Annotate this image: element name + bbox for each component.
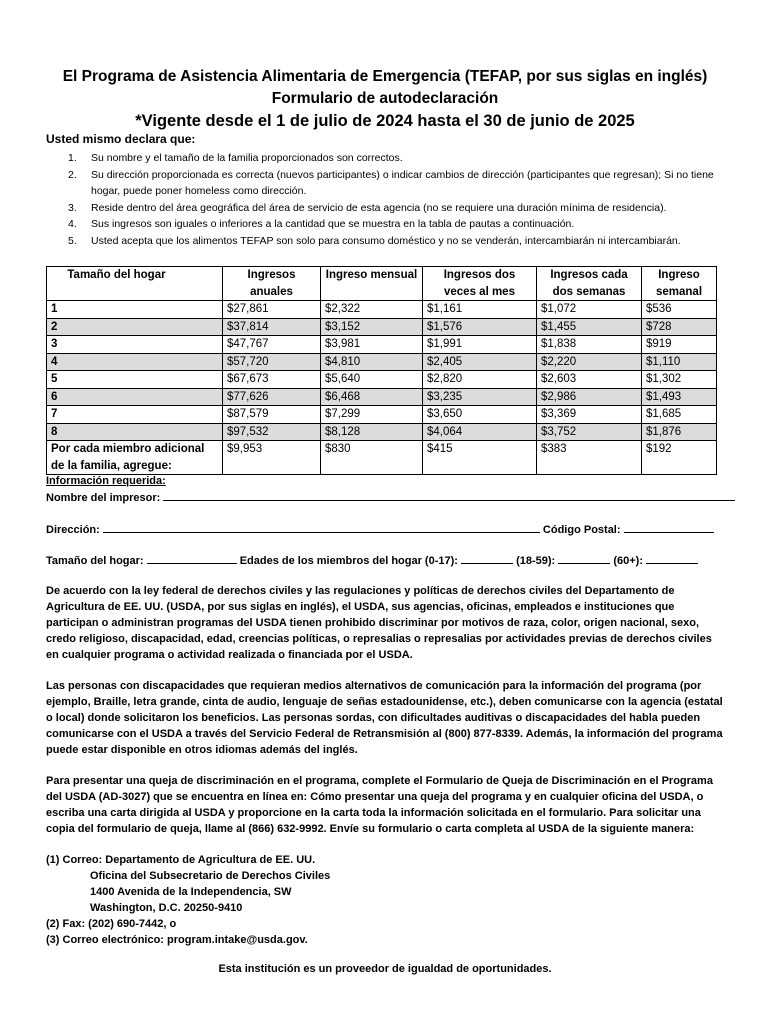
income-cell: $57,720 <box>223 353 321 371</box>
zip-line[interactable] <box>624 521 714 533</box>
income-cell: $3,235 <box>423 388 537 406</box>
table-row <box>47 318 717 336</box>
contact-email[interactable]: (3) Correo electrónico: program.intake@usda.gov. <box>46 934 308 946</box>
table-row <box>47 371 717 389</box>
title-program: El Programa de Asistencia Alimentaria de Emergencia (TEFAP, por sus siglas en inglés) <box>62 68 708 85</box>
contact-office: Oficina del Subsecretario de Derechos Civiles <box>90 870 331 882</box>
household-size-label: Tamaño del hogar: <box>46 555 144 567</box>
income-cell: $8,128 <box>321 423 423 441</box>
column-header: Ingreso semanal <box>642 267 717 301</box>
column-header: Ingresos cada dos semanas <box>537 267 642 301</box>
income-cell: $1,455 <box>537 318 642 336</box>
column-header: Tamaño del hogar <box>47 267 223 301</box>
household-size-cell: 5 <box>47 371 223 389</box>
contact-fax: (2) Fax: (202) 690-7442, o <box>46 918 177 930</box>
ages-60-label: (60+): <box>613 555 643 567</box>
income-cell: $1,838 <box>537 336 642 354</box>
column-header: Ingresos anuales <box>223 267 321 301</box>
zip-label: Código Postal: <box>542 524 621 536</box>
table-row <box>47 406 717 424</box>
contact-street: 1400 Avenida de la Independencia, SW <box>90 886 292 898</box>
declaration-item: 3. Reside dentro del área geográfica del área de servicio de esta agencia (no se requiere una duración mínima de residencia). <box>68 201 667 214</box>
civil-rights-paragraph: De acuerdo con la ley federal de derechos civiles y las regulaciones y políticas de derechos civiles del Departamento de Agricultura de EE. UU. (USDA, por sus siglas en inglés), el USDA, sus agencias, oficinas, empleados e instituciones que participan o administran programas del USDA tienen prohibido discriminar por motivos de raza, color, origen nacional, sexo, credo religioso, discapacidad, edad, creencias políticas, o represalias o represalias por actividades previas de derechos civiles en cualquier programa o actividad realizada o financiada por el USDA. <box>46 585 712 661</box>
title-validity: *Vigente desde el 1 de julio de 2024 hasta el 30 de junio de 2025 <box>135 112 635 130</box>
declaration-item: 2. Su dirección proporcionada es correcta (nuevos participantes) o indicar cambios de dirección (participantes que regresan); Si no tiene hogar, puede poner homeless como dirección. <box>68 168 714 197</box>
contact-block <box>46 852 330 948</box>
address-label: Dirección: <box>46 524 100 536</box>
table-row <box>47 423 717 441</box>
household-size-cell: 6 <box>47 388 223 406</box>
household-size-line[interactable] <box>147 552 237 564</box>
income-cell: $87,579 <box>223 406 321 424</box>
footer-statement: Esta institución es un proveedor de igualdad de oportunidades. <box>218 963 552 975</box>
income-cell: $77,626 <box>223 388 321 406</box>
income-cell: $192 <box>642 441 717 475</box>
declaration-heading: Usted mismo declara que: <box>46 132 196 146</box>
income-cell: $2,220 <box>537 353 642 371</box>
income-cell: $7,299 <box>321 406 423 424</box>
household-size-cell: 3 <box>47 336 223 354</box>
income-cell: $37,814 <box>223 318 321 336</box>
income-cell: $1,493 <box>642 388 717 406</box>
printer-name-line[interactable] <box>163 489 735 501</box>
household-size-cell: 4 <box>47 353 223 371</box>
ages-label: Edades de los miembros del hogar (0-17): <box>239 555 458 567</box>
income-cell: $3,152 <box>321 318 423 336</box>
household-size-cell: 1 <box>47 301 223 319</box>
address-field <box>46 521 714 536</box>
household-size-cell: 2 <box>47 318 223 336</box>
table-row <box>47 441 717 475</box>
income-cell: $728 <box>642 318 717 336</box>
complaint-paragraph: Para presentar una queja de discriminación en el programa, complete el Formulario de Queja de Discriminación en el Programa del USDA (AD-3027) que se encuentra en línea en: Cómo presentar una queja del programa y en cualquier oficina del USDA, o escriba una carta dirigida al USDA y proporcione en la carta toda la información solicitada en el formulario. Para solicitar una copia del formulario de queja, llame al (866) 632-9992. Envíe su formulario o carta completa al USDA de la siguiente manera: <box>46 775 713 835</box>
declaration-item: 4. Sus ingresos son iguales o inferiores a la cantidad que se muestra en la tabla de pautas a continuación. <box>68 218 575 230</box>
income-cell: $67,673 <box>223 371 321 389</box>
income-cell: $2,322 <box>321 301 423 319</box>
income-cell: $3,752 <box>537 423 642 441</box>
table-header-row <box>47 267 717 301</box>
income-cell: $1,302 <box>642 371 717 389</box>
declaration-item: 5. Usted acepta que los alimentos TEFAP son solo para consumo doméstico y no se venderán, intercambiarán ni intercambiarán. <box>68 234 681 247</box>
title-form: Formulario de autodeclaración <box>271 90 499 107</box>
income-cell: $919 <box>642 336 717 354</box>
income-cell: $1,161 <box>423 301 537 319</box>
income-cell: $97,532 <box>223 423 321 441</box>
household-field <box>46 552 698 567</box>
income-cell: $2,820 <box>423 371 537 389</box>
income-guidelines-table <box>46 266 717 475</box>
table-row <box>47 336 717 354</box>
income-cell: $830 <box>321 441 423 475</box>
income-cell: $3,981 <box>321 336 423 354</box>
income-cell: $5,640 <box>321 371 423 389</box>
household-size-cell: 7 <box>47 406 223 424</box>
income-cell: $1,110 <box>642 353 717 371</box>
table-row <box>47 301 717 319</box>
income-cell: $1,072 <box>537 301 642 319</box>
column-header: Ingresos dos veces al mes <box>423 267 537 301</box>
income-cell: $1,991 <box>423 336 537 354</box>
household-size-cell: Por cada miembro adicional de la familia, agregue: <box>47 441 223 475</box>
income-cell: $383 <box>537 441 642 475</box>
table-row <box>47 388 717 406</box>
income-cell: $1,685 <box>642 406 717 424</box>
contact-mail: (1) Correo: Departamento de Agricultura de EE. UU. <box>46 854 316 866</box>
declaration-item: 1. Su nombre y el tamaño de la familia proporcionados son correctos. <box>68 152 403 164</box>
income-cell: $4,810 <box>321 353 423 371</box>
income-cell: $415 <box>423 441 537 475</box>
income-cell: $536 <box>642 301 717 319</box>
ages-18-59-label: (18-59): <box>516 555 556 567</box>
ages-0-17-line[interactable] <box>461 552 513 564</box>
printer-name-label: Nombre del impresor: <box>46 492 161 504</box>
ages-18-59-line[interactable] <box>558 552 610 564</box>
income-cell: $2,603 <box>537 371 642 389</box>
required-info-title: Información requerida: <box>46 475 166 487</box>
income-cell: $6,468 <box>321 388 423 406</box>
income-cell: $27,861 <box>223 301 321 319</box>
printer-name-field <box>46 489 735 504</box>
income-cell: $1,876 <box>642 423 717 441</box>
income-cell: $3,650 <box>423 406 537 424</box>
income-cell: $47,767 <box>223 336 321 354</box>
income-cell: $9,953 <box>223 441 321 475</box>
table-row <box>47 353 717 371</box>
household-size-cell: 8 <box>47 423 223 441</box>
contact-city: Washington, D.C. 20250-9410 <box>90 902 243 914</box>
income-cell: $2,986 <box>537 388 642 406</box>
income-cell: $3,369 <box>537 406 642 424</box>
income-cell: $2,405 <box>423 353 537 371</box>
declaration-list <box>46 150 736 249</box>
column-header: Ingreso mensual <box>321 267 423 301</box>
ages-60-line[interactable] <box>646 552 698 564</box>
address-line[interactable] <box>103 521 540 533</box>
income-cell: $4,064 <box>423 423 537 441</box>
disabilities-paragraph: Las personas con discapacidades que requieran medios alternativos de comunicación para la información del programa (por ejemplo, Braille, letra grande, cinta de audio, lenguaje de señas estadounidense, etc.), deben comunicarse con la agencia (estatal o local) donde solicitaron los beneficios. Las personas sordas, con dificultades auditivas o discapacidades del habla pueden comunicarse con el USDA a través del Servicio Federal de Retransmisión al (800) 877-8339. Además, la información del programa puede estar disponible en otros idiomas además del inglés. <box>46 680 723 756</box>
income-cell: $1,576 <box>423 318 537 336</box>
